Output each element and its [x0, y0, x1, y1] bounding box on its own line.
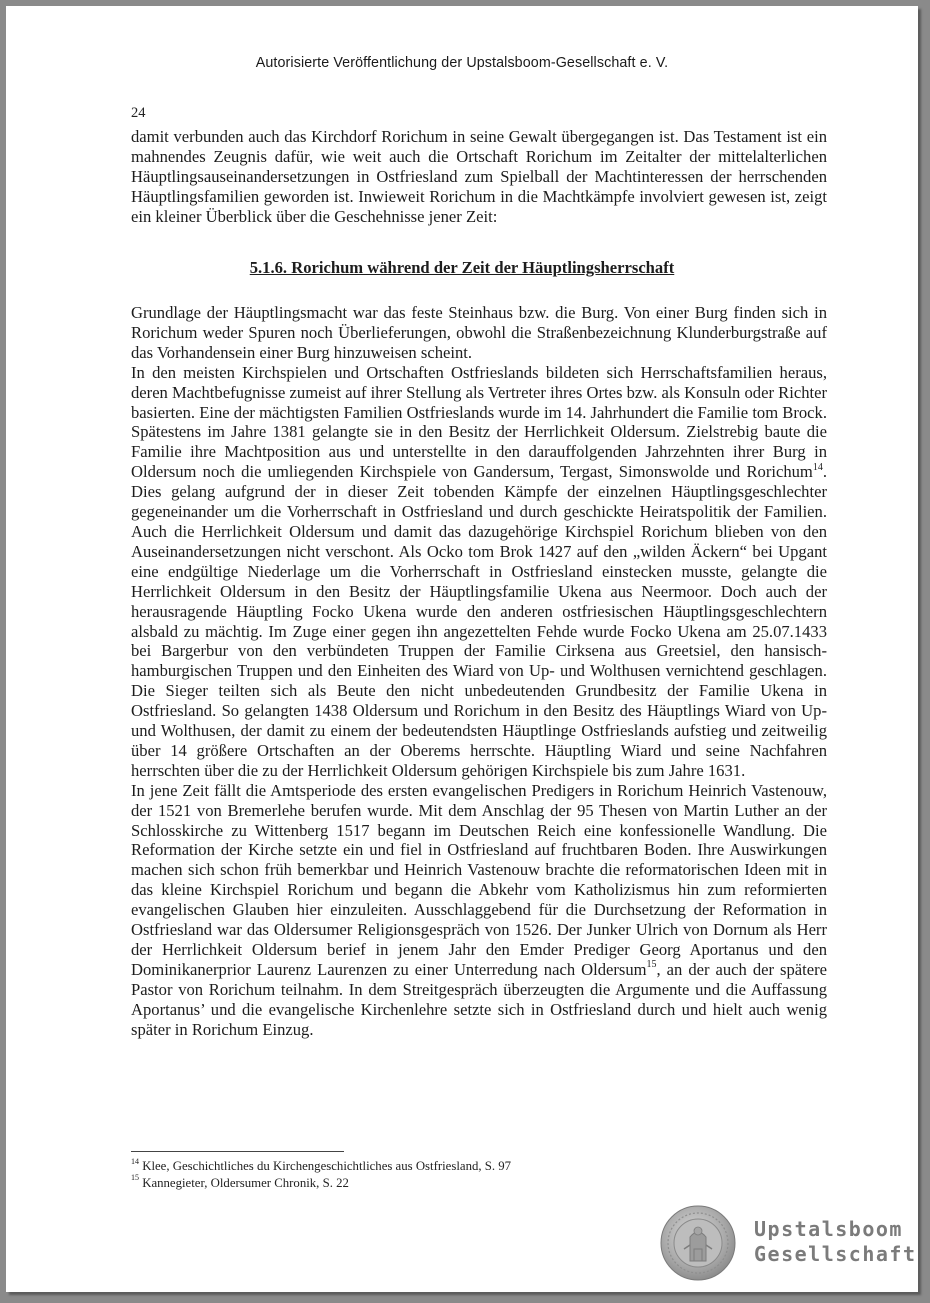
- seal-icon: [660, 1205, 736, 1281]
- intro-paragraph: [131, 127, 827, 227]
- paragraph-2: [131, 363, 827, 781]
- paragraph-2-part-a: In den meisten Kirchspielen und Ortschaften Ostfrieslands bildeten sich Herrschaftsfamilien heraus, deren Machtbefugnisse zumeist auf ihrer Stellung als Vertreter ihres Ortes bzw. als Konsuln oder Richter basierten. Eine der mächtigsten Familien Ostfrieslands wurde im 14. Jahrhundert die Familie tom Brock. Spätestens im Jahre 1381 gelangte sie in den Besitz der Herrlichkeit Oldersum. Zielstrebig baute die Familie ihre Machtposition aus und unterstellte in den darauffolgenden Jahrzehnten ihrer Burg in Oldersum noch die umliegenden Kirchspiele von Gandersum, Tergast, Simonswolde und Rorichum: [131, 362, 827, 482]
- footnote-14-number: 14: [131, 1156, 139, 1166]
- page-number: 24: [131, 105, 146, 121]
- section-heading: 5.1.6. Rorichum während der Zeit der Häuptlingsherrschaft: [249, 258, 675, 277]
- footnote-ref-14[interactable]: 14: [812, 461, 823, 473]
- logo-line-2: Gesellschaft: [754, 1242, 917, 1266]
- footnote-15-number: 15: [131, 1173, 139, 1183]
- footnote-separator: [131, 1151, 344, 1152]
- footnotes: [131, 1158, 511, 1191]
- paragraph-1: Grundlage der Häuptlingsmacht war das feste Steinhaus bzw. die Burg. Von einer Burg finden sich in Rorichum weder Spuren noch Überlieferungen, obwohl die Straßenbezeichnung Klunderburgstraße auf das Vorhandensein einer Burg hinzuweisen scheint.: [131, 303, 827, 362]
- footnote-ref-15[interactable]: 15: [646, 959, 657, 971]
- paragraph-3: [131, 781, 827, 1040]
- paragraph-2-part-b: . Dies gelang aufgrund der in dieser Zeit tobenden Kämpfe der einzelnen Häuptlingsgeschlechter gegeneinander um die Vorherrschaft in Ostfriesland und durch geschickte Heiratspolitik der Familien. Auch die Herrlichkeit Oldersum und damit das dazugehörige Kirchspiel Rorichum blieben von den Auseinandersetzungen nicht verschont. Als Ocko tom Brok 1427 auf den „wilden Äckern“ bei Upgant eine endgültige Niederlage um die Vorherrschaft in Ostfriesland einstecken musste, gelangte die Herrlichkeit Oldersum in den Besitz der Häuptlingsfamilie Ukena aus Neermoor. Doch auch der herausragende Häuptling Focko Ukena wurde den anderen ostfriesischen Häuptlingsgeschlechtern alsbald zu mächtig. Im Zuge einer gegen ihn angezettelten Fehde wurde Focko Ukena am 25.07.1433 bei Bargerbur von den verbündeten Truppen der Familie Cirksena aus Greetsiel, den hansisch-hamburgischen Truppen und den Einheiten des Wiard von Up- und Wolthusen vernichtend geschlagen. Die Sieger teilten sich als Beute den nicht unbedeutenden Grundbesitz der Familie Ukena in Ostfriesland. So gelangten 1438 Oldersum und Rorichum in den Besitz des Häuptlings Wiard von Up- und Wolthusen, der damit zu einem der bedeutendsten Häuptlinge Ostfrieslands aufstieg und zeitweilig über 14 größere Ortschaften an der Oberems herrschte. Häuptling Wiard und seine Nachfahren herrschten über die zu der Herrlichkeit Oldersum gehörigen Kirchspiele bis zum Jahre 1631.: [131, 462, 827, 780]
- society-logo: [660, 1203, 917, 1287]
- footnote-14: [131, 1158, 511, 1175]
- paragraph-3-part-b: , an der auch der spätere Pastor von Rorichum teilnahm. In dem Streitgespräch überzeugten die Argumente und die Auffassung Aportanus’ und die evangelische Kirchenlehre setzte sich in Ostfriesland durch und hielt auch wenig später in Rorichum Einzug.: [131, 959, 827, 1039]
- footnote-15: [131, 1175, 511, 1192]
- logo-line-1: Upstalsboom: [754, 1217, 903, 1241]
- footnote-15-text: Kannegieter, Oldersumer Chronik, S. 22: [142, 1175, 349, 1190]
- body-text: [131, 303, 827, 1040]
- page-header: Autorisierte Veröffentlichung der Upstalsboom-Gesellschaft e. V.: [255, 55, 669, 71]
- intro-text: damit verbunden auch das Kirchdorf Rorichum in seine Gewalt übergegangen ist. Das Testament ist ein mahnendes Zeugnis dafür, wie weit auch die Ortschaft Rorichum im Zeitalter der mittelalterlichen Häuptlingsauseinandersetzungen in Ostfriesland zum Spielball der Machtinteressen der herrschenden Häuptlingsfamilien geworden ist. Inwieweit Rorichum in die Machtkämpfe involviert gewesen ist, zeigt ein kleiner Überblick über die Geschehnisse jener Zeit:: [131, 127, 827, 226]
- footnote-14-text: Klee, Geschichtliches du Kirchengeschichtliches aus Ostfriesland, S. 97: [142, 1159, 512, 1173]
- document-page: [6, 6, 918, 1292]
- paragraph-3-part-a: In jene Zeit fällt die Amtsperiode des ersten evangelischen Predigers in Rorichum Heinrich Vastenouw, der 1521 von Bremerlehe berufen wurde. Mit dem Anschlag der 95 Thesen von Martin Luther an der Schlosskirche zu Wittenberg 1517 begann im Deutschen Reich eine konfessionelle Wandlung. Die Reformation der Kirche setzte ein und fiel in Ostfriesland auf fruchtbaren Boden. Ihre Auswirkungen machen sich schon früh bemerkbar und Heinrich Vastenouw brachte die reformatorischen Ideen mit in das kleine Kirchspiel Rorichum und begann die Abkehr vom Katholizismus hin zum reformierten evangelischen Glauben hier einzuleiten. Ausschlaggebend für die Durchsetzung der Reformation in Ostfriesland war das Oldersumer Religionsgespräch von 1526. Der Junker Ulrich von Dornum als Herr der Herrlichkeit Oldersum berief in jenem Jahr den Emder Prediger Georg Aportanus und den Dominikanerprior Laurenz Laurenzen zu einer Unterredung nach Oldersum: [131, 780, 827, 979]
- logo-wordmark: [754, 1217, 917, 1267]
